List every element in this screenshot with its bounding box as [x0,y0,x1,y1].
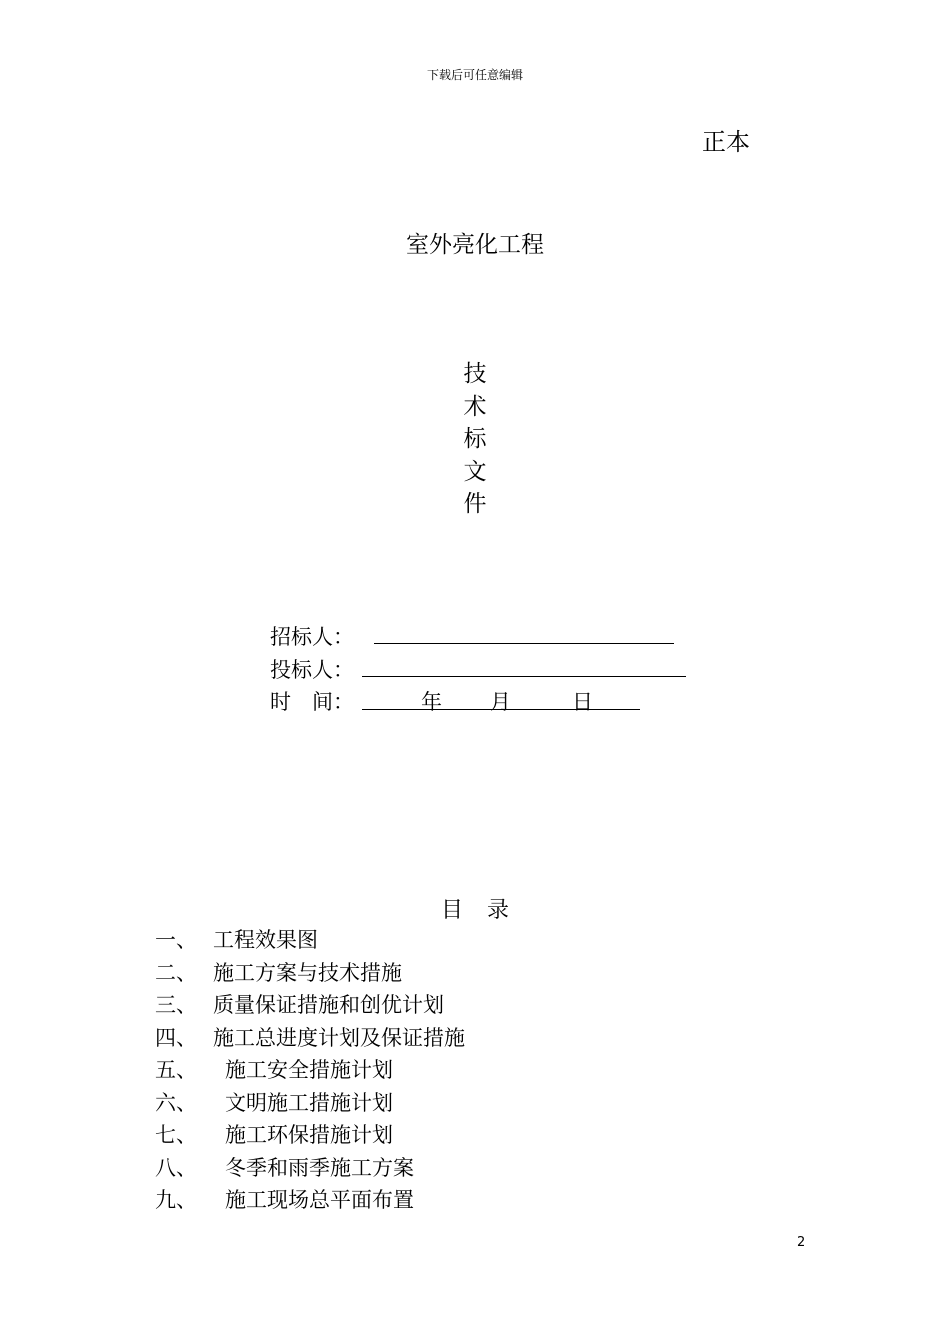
document-type-char: 技 [463,361,487,387]
toc-item-text: 施工环保措施计划 [225,1123,393,1147]
tenderer-label: 招标人： [270,625,354,649]
toc-item-text: 质量保证措施和创优计划 [213,993,444,1017]
document-type-char: 术 [463,393,487,420]
toc-item-number: 九、 [155,1188,197,1212]
page-number: 2 [797,1235,806,1250]
toc-item-number: 二、 [155,960,197,985]
toc-item-number: 一、 [155,928,197,952]
toc-item-text: 工程效果图 [213,928,318,952]
document-type-char: 件 [463,491,487,517]
bidder-field-line [362,676,686,677]
toc-title [0,893,950,924]
bidder-label: 投标人： [270,658,354,682]
toc-item-text: 施工方案与技术措施 [213,960,402,985]
toc-item-text: 文明施工措施计划 [225,1090,393,1115]
time-label: 时 间： [270,690,354,714]
day-label: 日 [572,690,593,714]
year-label: 年 [421,690,442,714]
edition-label: 正本 [702,128,750,156]
toc-item-text: 施工现场总平面布置 [225,1188,414,1212]
month-label: 月 [490,690,511,714]
toc-item-number: 六、 [155,1090,197,1115]
toc-item-number: 三、 [155,993,197,1017]
document-type-vertical [460,358,490,521]
toc-item-number: 八、 [155,1155,197,1180]
document-type-char: 文 [463,458,487,485]
toc-title-char: 目 [440,898,463,923]
header-note: 下载后可任意编辑 [426,68,523,82]
document-type-char: 标 [463,426,487,452]
toc-item-text: 冬季和雨季施工方案 [225,1155,414,1180]
tenderer-field-line [374,643,674,644]
toc-item-text: 施工安全措施计划 [225,1058,393,1082]
toc-item-number: 七、 [155,1123,197,1147]
toc-item-number: 五、 [155,1058,197,1082]
toc-item-text: 施工总进度计划及保证措施 [213,1025,465,1050]
project-title: 室外亮化工程 [406,232,544,258]
toc-item-number: 四、 [155,1025,197,1050]
toc-title-char: 录 [487,898,510,923]
